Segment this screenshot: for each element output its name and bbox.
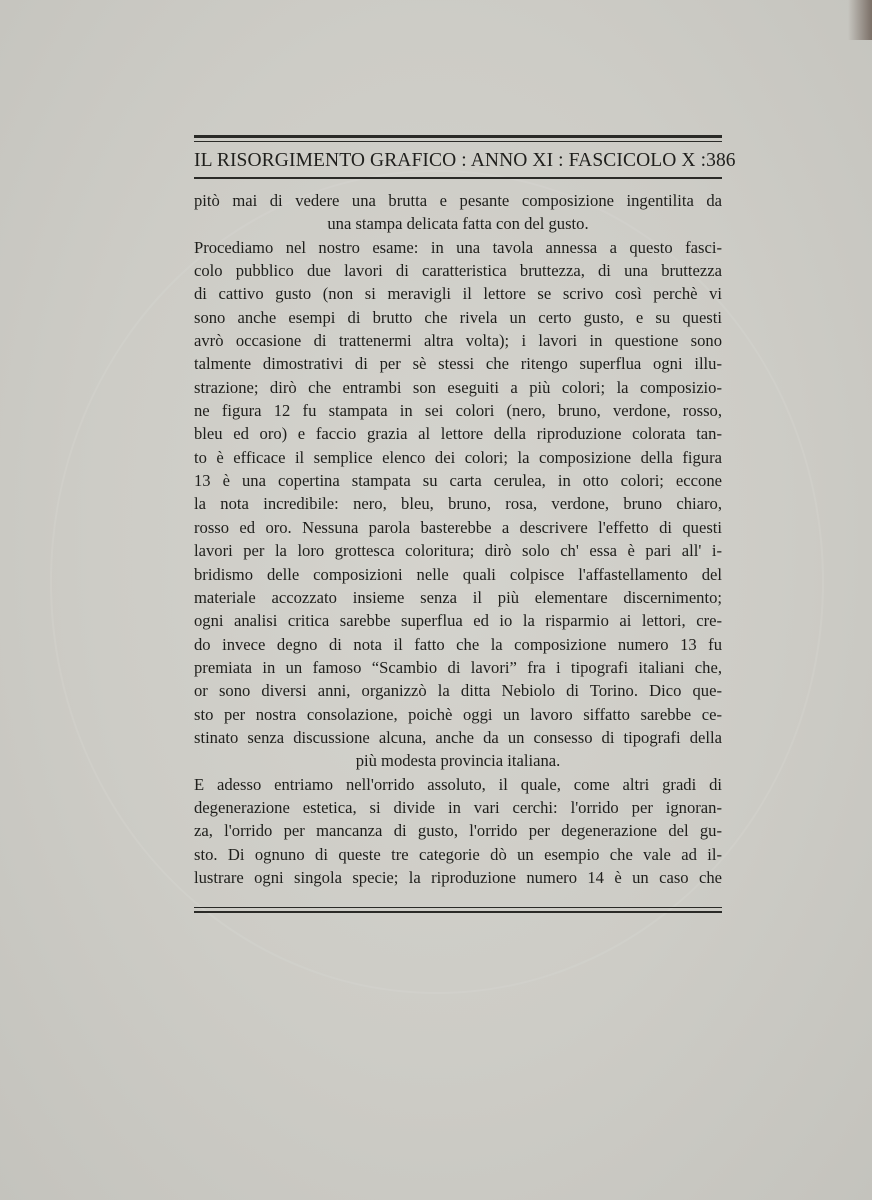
header-rule-top [194, 135, 722, 142]
text-line: la nota incredibile: nero, bleu, bruno, rosa, verdone, bruno chiaro, [194, 494, 722, 514]
running-head [194, 150, 736, 172]
text-line: talmente dimostrativi di per sè stessi che ritengo superflua ogni illu- [194, 354, 722, 374]
text-line: di cattivo gusto (non si meravigli il lettore se scrivo così perchè vi [194, 284, 722, 304]
text-line: bleu ed oro) e faccio grazia al lettore della riproduzione colorata tan- [194, 424, 722, 444]
header-rule-thin [194, 141, 722, 142]
page-number: 386 [706, 150, 736, 171]
text-line: sto. Di ognuno di queste tre categorie dò un esempio che vale ad il- [194, 844, 722, 864]
text-line: 13 è una copertina stampata su carta cerulea, in otto colori; eccone [194, 471, 722, 491]
text-line: lustrare ogni singola specie; la riproduzione numero 14 è un caso che [194, 867, 722, 887]
text-line: do invece degno di nota il fatto che la composizione numero 13 fu [194, 634, 722, 654]
text-line: bridismo delle composizioni nelle quali colpisce l'affastellamento del [194, 564, 722, 584]
text-line: più modesta provincia italiana. [355, 751, 561, 771]
text-line: pitò mai di vedere una brutta e pesante composizione ingentilita da [194, 191, 722, 210]
text-line: or sono diversi anni, organizzò la ditta Nebiolo di Torino. Dico que- [194, 681, 722, 701]
body-text [194, 189, 722, 889]
text-line: una stampa delicata fatta con del gusto. [327, 214, 589, 234]
text-line: sono anche esempi di brutto che rivela un certo gusto, e su questi [194, 307, 722, 327]
text-line: strazione; dirò che entrambi son eseguiti a più colori; la composizio- [194, 377, 722, 397]
text-line: rosso ed oro. Nessuna parola basterebbe a descrivere l'effetto di questi [194, 517, 722, 537]
text-line: lavori per la loro grottesca coloritura; dirò solo ch' essa è pari all' i- [194, 541, 722, 561]
text-line: sto per nostra consolazione, poichè oggi un lavoro siffatto sarebbe ce- [194, 704, 722, 724]
header-rule-thick [194, 135, 722, 138]
page-edge-shadow [848, 0, 872, 40]
text-line: to è efficace il semplice elenco dei colori; la composizione della figura [194, 447, 722, 467]
running-title: IL RISORGIMENTO GRAFICO : ANNO XI : FASCICOLO X : [194, 150, 707, 171]
text-line: ne figura 12 fu stampata in sei colori (nero, bruno, verdone, rosso, [194, 401, 722, 421]
text-line: E adesso entriamo nell'orrido assoluto, il quale, come altri gradi di [194, 774, 722, 794]
text-line: stinato senza discussione alcuna, anche da un consesso di tipografi della [194, 727, 722, 747]
footer-rule-thick [194, 911, 722, 913]
header-rule-under [194, 177, 722, 179]
text-line: ogni analisi critica sarebbe superflua ed io la risparmio ai lettori, cre- [194, 611, 722, 631]
footer-rule-thin [194, 907, 722, 908]
text-line: Procediamo nel nostro esame: in una tavola annessa a questo fasci- [194, 237, 722, 257]
text-line: premiata in un famoso “Scambio di lavori” fra i tipografi italiani che, [194, 657, 722, 677]
footer-rule [194, 907, 722, 913]
text-line: avrò occasione di trattenermi altra volta); i lavori in questione sono [194, 331, 722, 351]
text-line: materiale accozzato insieme senza il più elementare discernimento; [194, 587, 722, 607]
text-line: degenerazione estetica, si divide in vari cerchi: l'orrido per ignoran- [194, 797, 722, 817]
text-line: za, l'orrido per mancanza di gusto, l'orrido per degenerazione del gu- [194, 821, 722, 841]
text-line: colo pubblico due lavori di caratteristica bruttezza, di una bruttezza [194, 261, 722, 281]
